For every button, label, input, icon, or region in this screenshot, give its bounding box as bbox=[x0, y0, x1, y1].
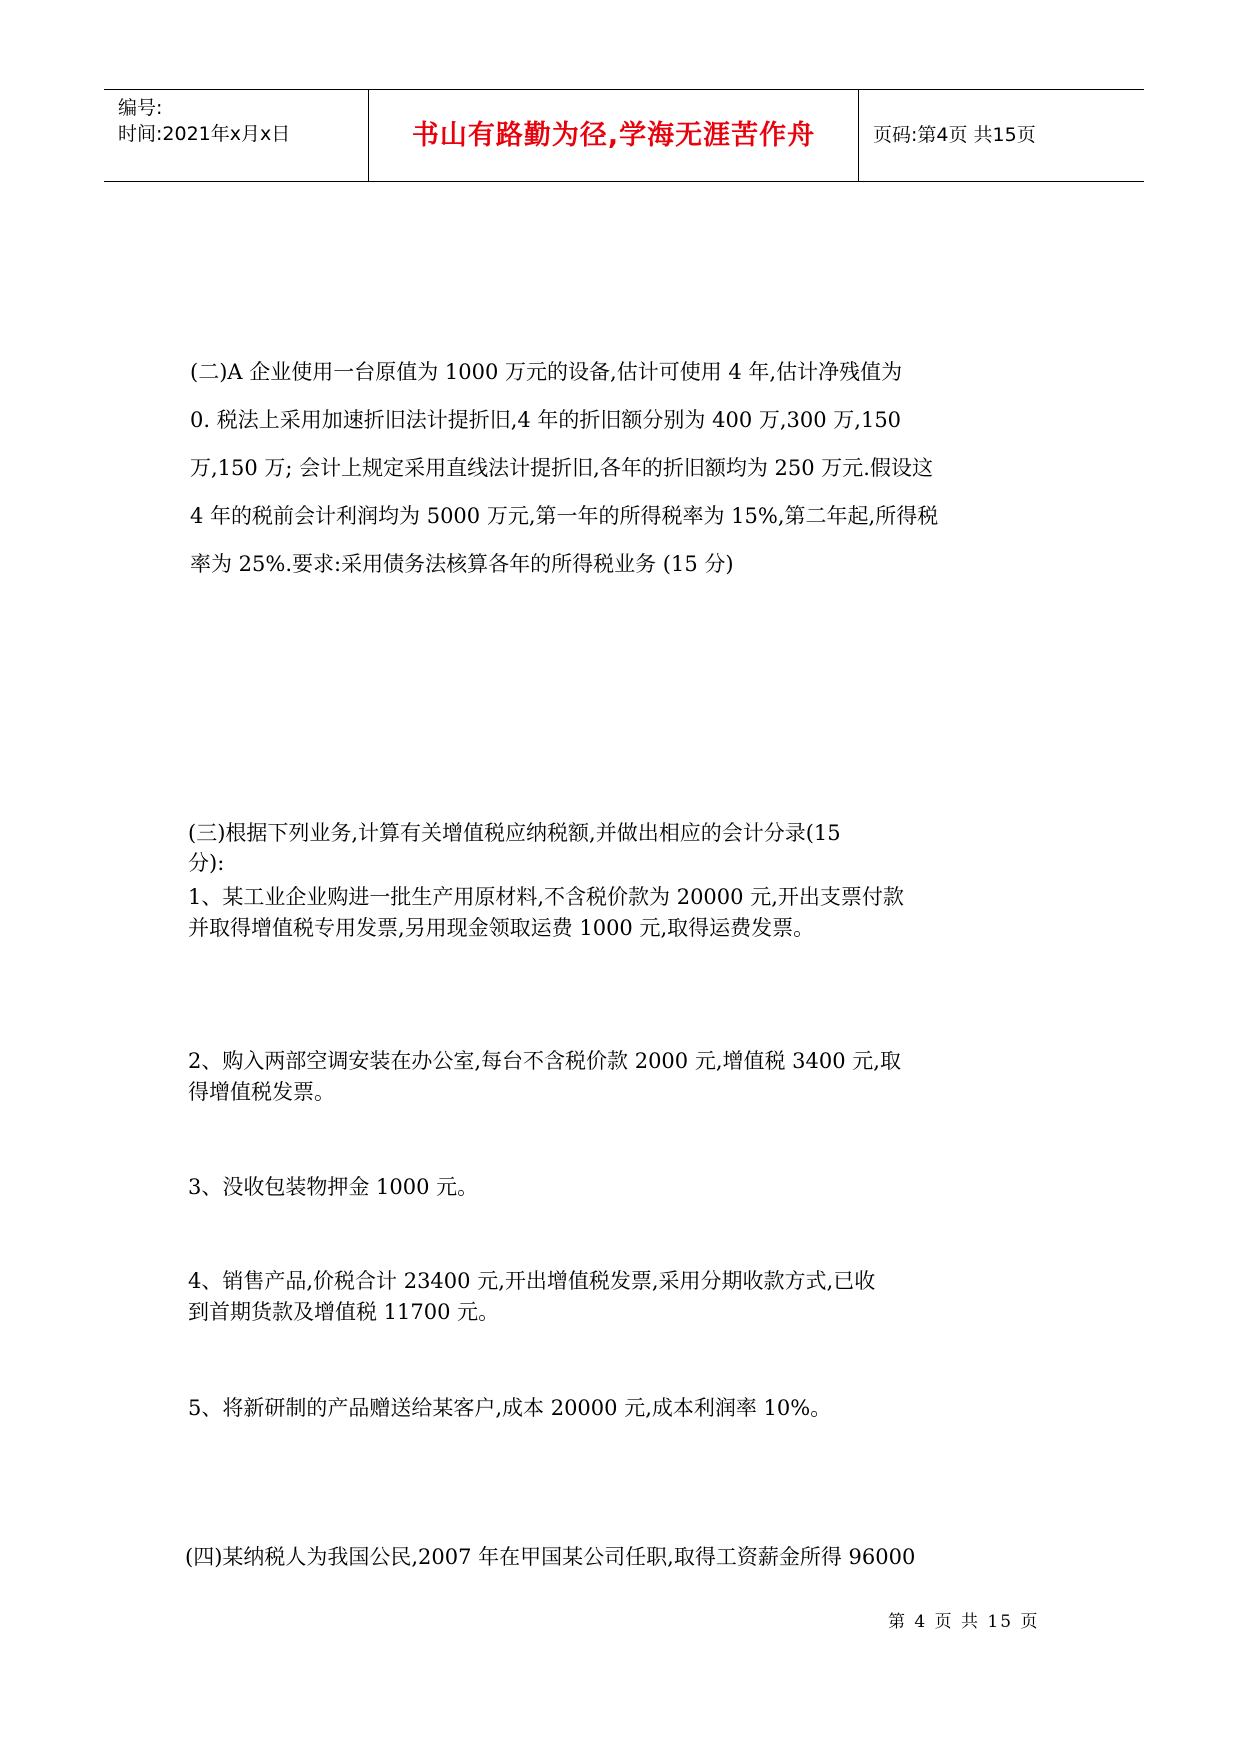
section-2-line: 4 年的税前会计利润均为 5000 万元,第一年的所得税率为 15%,第二年起,所得税 bbox=[190, 504, 939, 528]
section-2-line: (二)A 企业使用一台原值为 1000 万元的设备,估计可使用 4 年,估计净残值为 bbox=[190, 360, 903, 384]
section-3-item-3 bbox=[188, 1172, 1058, 1203]
item-2-line: 2、购入两部空调安装在办公室,每台不含税价款 2000 元,增值税 3400 元,取 bbox=[188, 1049, 901, 1073]
section-3-item-4 bbox=[188, 1266, 1058, 1328]
item-4-line: 4、销售产品,价税合计 23400 元,开出增值税发票,采用分期收款方式,已收 bbox=[188, 1269, 876, 1293]
item-3-line: 3、没收包装物押金 1000 元。 bbox=[188, 1175, 479, 1199]
section-2-paragraph bbox=[190, 348, 1060, 588]
section-4-paragraph bbox=[185, 1541, 1055, 1573]
header-right-cell bbox=[859, 90, 1144, 181]
section-3-intro-line: 分): bbox=[188, 851, 225, 875]
item-1-line: 1、某工业企业购进一批生产用原材料,不含税价款为 20000 元,开出支票付款 bbox=[188, 885, 904, 909]
section-4-line: (四)某纳税人为我国公民,2007 年在甲国某公司任职,取得工资薪金所得 96000 bbox=[185, 1545, 916, 1569]
serial-label: 编号: bbox=[118, 97, 163, 119]
header-middle-cell bbox=[369, 90, 859, 181]
section-3-intro-line: (三)根据下列业务,计算有关增值税应纳税额,并做出相应的会计分录(15 bbox=[188, 821, 841, 845]
page-header bbox=[104, 89, 1144, 182]
item-2-line: 得增值税发票。 bbox=[188, 1080, 335, 1104]
page-footer: 第 4 页 共 15 页 bbox=[888, 1612, 1040, 1632]
item-1-line: 并取得增值税专用发票,另用现金领取运费 1000 元,取得运费发票。 bbox=[188, 916, 815, 940]
section-3-item-1 bbox=[188, 882, 1058, 944]
header-page-code: 页码:第4页 共15页 bbox=[873, 124, 1036, 146]
header-motto: 书山有路勤为径,学海无涯苦作舟 bbox=[411, 120, 816, 151]
section-3-intro bbox=[188, 818, 1058, 878]
item-5-line: 5、将新研制的产品赠送给某客户,成本 20000 元,成本利润率 10%。 bbox=[188, 1396, 832, 1420]
item-4-line: 到首期货款及增值税 11700 元。 bbox=[188, 1300, 500, 1324]
section-2-line: 0. 税法上采用加速折旧法计提折旧,4 年的折旧额分别为 400 万,300 万,150 bbox=[190, 408, 902, 432]
time-label: 时间:2021年x月x日 bbox=[118, 123, 291, 145]
section-3-item-2 bbox=[188, 1046, 1058, 1108]
header-left-cell bbox=[104, 90, 369, 181]
section-2-line: 万,150 万; 会计上规定采用直线法计提折旧,各年的折旧额均为 250 万元.假设这 bbox=[190, 456, 933, 480]
section-3-item-5 bbox=[188, 1393, 1058, 1424]
section-2-line: 率为 25%.要求:采用债务法核算各年的所得税业务 (15 分) bbox=[190, 552, 734, 576]
